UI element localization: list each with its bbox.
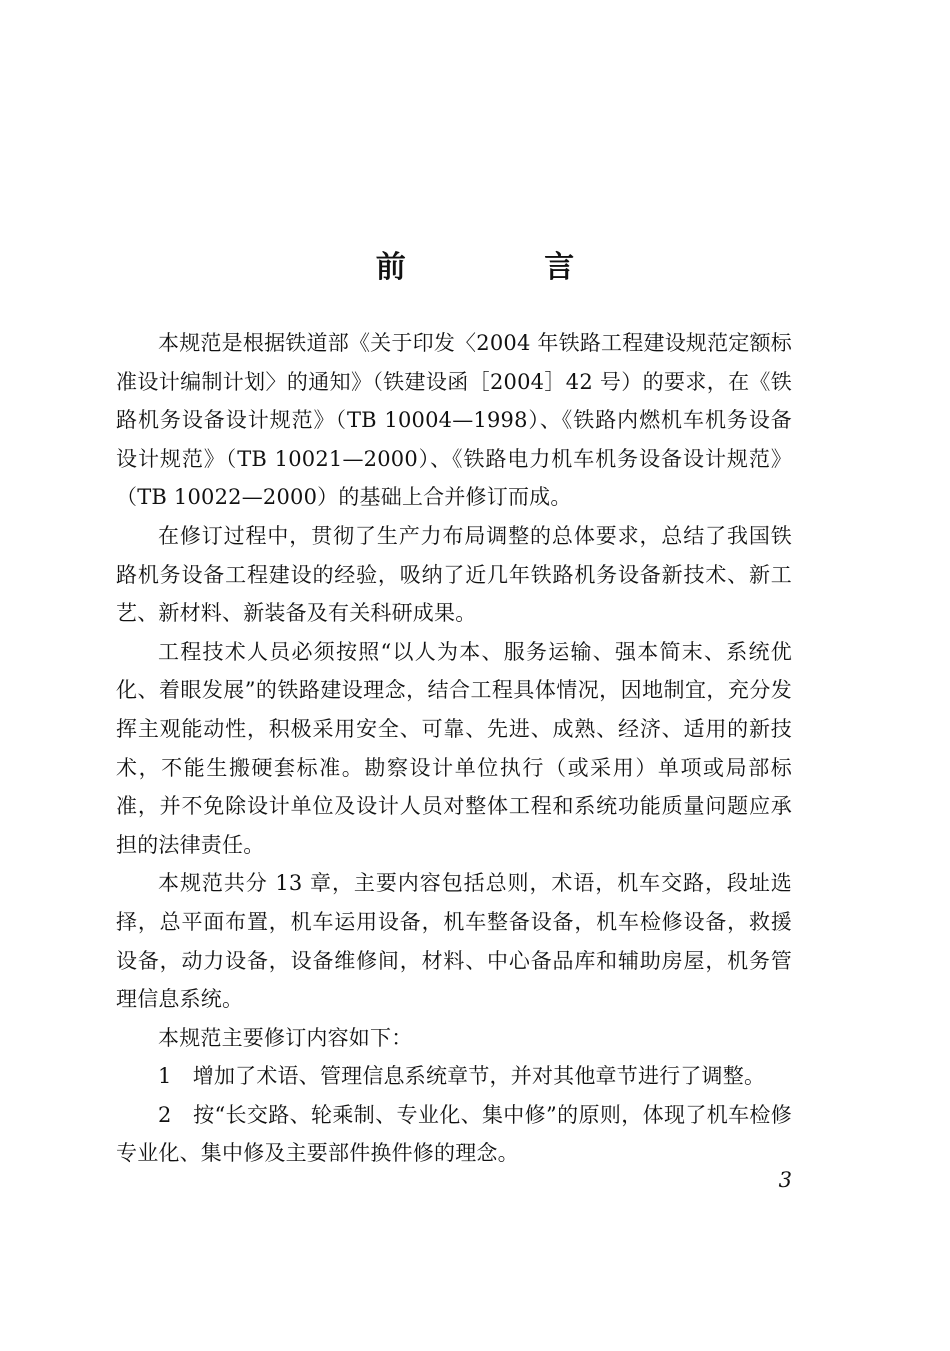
paragraph-engineering-principles: 工程技术人员必须按照“以人为本、服务运输、强本简末、系统优化、着眼发展”的铁路建设理念，结合工程具体情况，因地制宜，充分发挥主观能动性，积极采用安全、可靠、先进、成熟、经济、适用的新技术，不能生搬硬套标准。勘察设计单位执行（或采用）单项或局部标准，并不免除设计单位及设计人员对整体工程和系统功能质量问题应承担的法律责任。 <box>116 639 792 857</box>
paragraph-revision-item-2: 2 按“长交路、轮乘制、专业化、集中修”的原则，体现了机车检修专业化、集中修及主要部件换件修的理念。 <box>116 1102 792 1166</box>
page-title: 前 言 <box>375 250 639 285</box>
preface-body <box>116 324 792 1173</box>
paragraph-revision-intro: 本规范主要修订内容如下： <box>158 1025 413 1050</box>
page-number: 3 <box>778 1168 792 1192</box>
paragraph-chapters-overview: 本规范共分 13 章，主要内容包括总则，术语，机车交路，段址选择，总平面布置，机车运用设备，机车整备设备，机车检修设备，救援设备，动力设备，设备维修间，材料、中心备品库和辅助房屋，机务管理信息系统。 <box>116 871 792 1012</box>
paragraph-basis: 本规范是根据铁道部《关于印发〈2004 年铁路工程建设规范定额标准设计编制计划〉的通知》（铁建设函［2004］42 号）的要求，在《铁路机务设备设计规范》（TB 10004—1998）、《铁路内燃机车机务设备设计规范》（TB 10021—2000）、《铁路电力机车机务设备设计规范》（TB 10022—2000）的基础上合并修订而成。 <box>116 331 792 510</box>
paragraph-revision-process: 在修订过程中，贯彻了生产力布局调整的总体要求，总结了我国铁路机务设备工程建设的经验，吸纳了近几年铁路机务设备新技术、新工艺、新材料、新装备及有关科研成果。 <box>116 523 792 626</box>
paragraph-revision-item-1: 1 增加了术语、管理信息系统章节，并对其他章节进行了调整。 <box>158 1064 766 1089</box>
